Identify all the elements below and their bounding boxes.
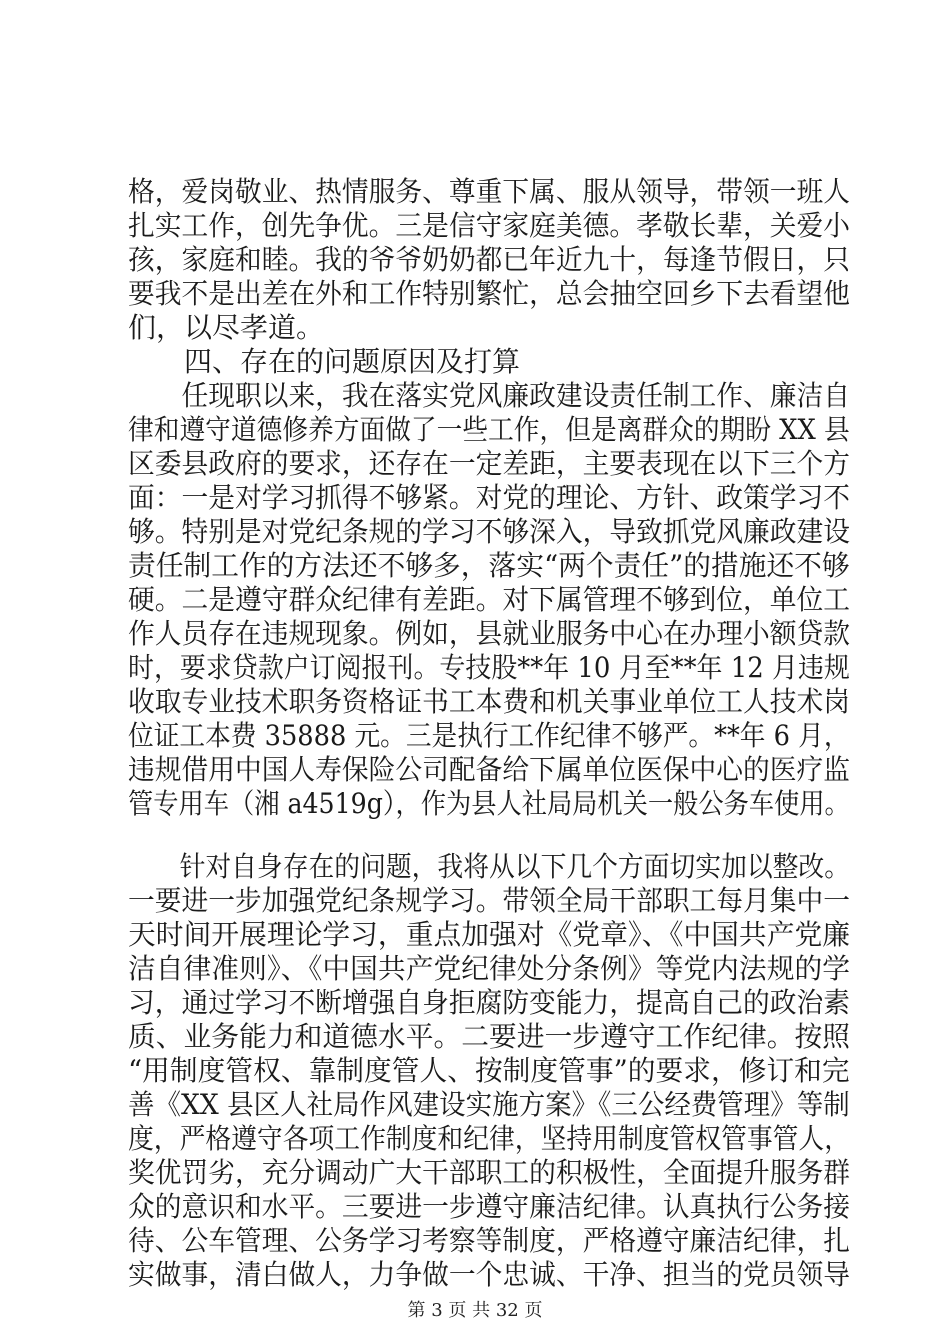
text-line: 收取专业技术职务资格证书工本费和机关事业单位工人技术岗 <box>128 685 851 718</box>
text-line: 作人员存在违规现象。例如，县就业服务中心在办理小额贷款 <box>128 617 851 650</box>
text-line: 够。特别是对党纪条规的学习不够深入，导致抓党风廉政建设 <box>128 515 851 548</box>
text-line: 实做事，清白做人，力争做一个忠诚、干净、担当的党员领导 <box>128 1258 851 1291</box>
text-line: 管专用车（湘 a4519g），作为县人社局局机关一般公务车使用。 <box>128 787 850 820</box>
text-line: 众的意识和水平。三要进一步遵守廉洁纪律。认真执行公务接 <box>128 1190 851 1223</box>
text-line: 天时间开展理论学习，重点加强对《党章》、《中国共产党廉 <box>128 918 851 951</box>
text-line: 位证工本费 35888 元。三是执行工作纪律不够严。**年 6 月， <box>128 719 850 752</box>
text-line: 针对自身存在的问题，我将从以下几个方面切实加以整改。 <box>128 850 851 883</box>
text-line: 质、业务能力和道德水平。二要进一步遵守工作纪律。按照 <box>128 1020 851 1053</box>
text-line: 格，爱岗敬业、热情服务、尊重下属、服从领导，带领一班人 <box>128 175 851 208</box>
text-line: 一要进一步加强党纪条规学习。带领全局干部职工每月集中一 <box>128 884 851 917</box>
text-line: “用制度管权、靠制度管人、按制度管事”的要求，修订和完 <box>128 1054 850 1087</box>
text-line: 责任制工作的方法还不够多，落实“两个责任”的措施还不够 <box>128 549 850 582</box>
text-line: 孩，家庭和睦。我的爷爷奶奶都已年近九十，每逢节假日，只 <box>128 243 851 276</box>
text-line: 面：一是对学习抓得不够紧。对党的理论、方针、政策学习不 <box>128 481 851 514</box>
text-line: 区委县政府的要求，还存在一定差距，主要表现在以下三个方 <box>128 447 851 480</box>
text-line: 律和遵守道德修养方面做了一些工作，但是离群众的期盼 XX 县 <box>128 413 850 446</box>
text-line: 奖优罚劣，充分调动广大干部职工的积极性，全面提升服务群 <box>128 1156 851 1189</box>
text-line: 扎实工作，创先争优。三是信守家庭美德。孝敬长辈，关爱小 <box>128 209 851 242</box>
section-heading: 四、存在的问题原因及打算 <box>128 345 521 378</box>
text-line: 要我不是出差在外和工作特别繁忙，总会抽空回乡下去看望他 <box>128 277 851 310</box>
text-line: 善《XX 县区人社局作风建设实施方案》《三公经费管理》等制 <box>128 1088 850 1121</box>
text-line: 任现职以来，我在落实党风廉政建设责任制工作、廉洁自 <box>128 379 851 412</box>
text-line: 习，通过学习不断增强自身拒腐防变能力，提高自己的政治素 <box>128 986 851 1019</box>
text-line: 度，严格遵守各项工作制度和纪律，坚持用制度管权管事管人， <box>128 1122 851 1155</box>
text-line: 时，要求贷款户订阅报刊。专技股**年 10 月至**年 12 月违规 <box>128 651 850 684</box>
text-line: 违规借用中国人寿保险公司配备给下属单位医保中心的医疗监 <box>128 753 851 786</box>
text-line: 待、公车管理、公务学习考察等制度，严格遵守廉洁纪律，扎 <box>128 1224 851 1257</box>
text-line: 洁自律准则》、《中国共产党纪律处分条例》等党内法规的学 <box>128 952 851 985</box>
text-line: 硬。二是遵守群众纪律有差距。对下属管理不够到位，单位工 <box>128 583 851 616</box>
text-line: 们，以尽孝道。 <box>128 311 325 344</box>
page-number-footer: 第 3 页 共 32 页 <box>407 1300 543 1321</box>
